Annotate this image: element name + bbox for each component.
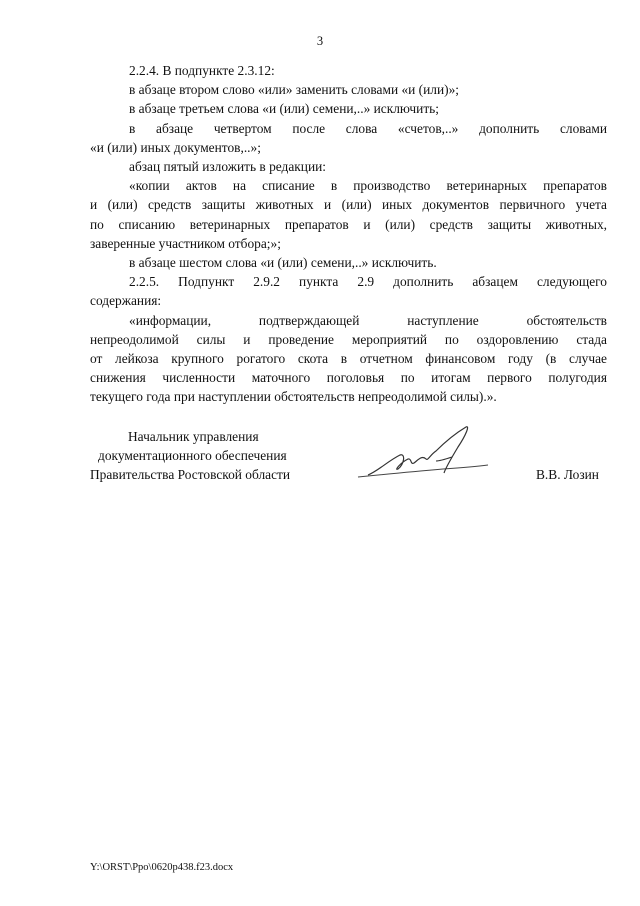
paragraph-abzac-3: в абзаце третьем слова «и (или) семени,..» исключить;	[129, 101, 439, 117]
paragraph-2-2-5-line1: 2.2.5. Подпункт 2.9.2 пункта 2.9 дополнить абзацем следующего	[129, 274, 607, 290]
signature-block	[90, 427, 607, 497]
page-number: 3	[316, 34, 324, 48]
signatory-title-line1: Начальник управления	[128, 429, 259, 444]
quote-copies-line3: по списанию ветеринарных препаратов и (или) средств защиты животных,	[90, 216, 607, 232]
signatory-title-line3: Правительства Ростовской области	[90, 467, 291, 482]
quote-copies-line1: «копии актов на списание в производство ветеринарных препаратов	[129, 178, 607, 194]
paragraph-abzac-5: абзац пятый изложить в редакции:	[129, 159, 327, 175]
document-body	[90, 61, 607, 407]
quote-copies-line2: и (или) средств защиты животных и (или) иных документов первичного учета	[90, 197, 607, 213]
quote-information-line5: текущего года при наступлении обстоятельств непреодолимой силы).».	[90, 389, 497, 405]
quote-information-line3: от лейкоза крупного рогатого скота в отчетном финансовом году (в случае	[90, 351, 607, 367]
signatory-name: В.В. Лозин	[536, 467, 599, 482]
paragraph-abzac-6: в абзаце шестом слова «и (или) семени,..» исключить.	[129, 255, 437, 271]
quote-copies-line4: заверенные участником отбора;»;	[90, 235, 281, 251]
file-path-footer: Y:\ORST\Ppo\0620p438.f23.docx	[90, 862, 234, 873]
paragraph-abzac-4-line1: в абзаце четвертом после слова «счетов,..» дополнить словами	[129, 120, 607, 136]
paragraph-abzac-4-line2: «и (или) иных документов,..»;	[90, 139, 261, 155]
quote-information-line2: непреодолимой силы и проведение мероприятий по оздоровлению стада	[90, 331, 607, 347]
quote-information-line4: снижения численности маточного поголовья по итогам первого полугодия	[90, 370, 607, 386]
quote-information-line1: «информации, подтверждающей наступление обстоятельств	[129, 312, 607, 328]
signatory-title-line2: документационного обеспечения	[98, 448, 287, 463]
paragraph-abzac-2: в абзаце втором слово «или» заменить словами «и (или)»;	[129, 82, 460, 98]
paragraph-2-2-5-line2: содержания:	[90, 293, 162, 309]
handwritten-signature	[348, 425, 498, 495]
paragraph-2-2-4-heading: 2.2.4. В подпункте 2.3.12:	[129, 63, 275, 78]
